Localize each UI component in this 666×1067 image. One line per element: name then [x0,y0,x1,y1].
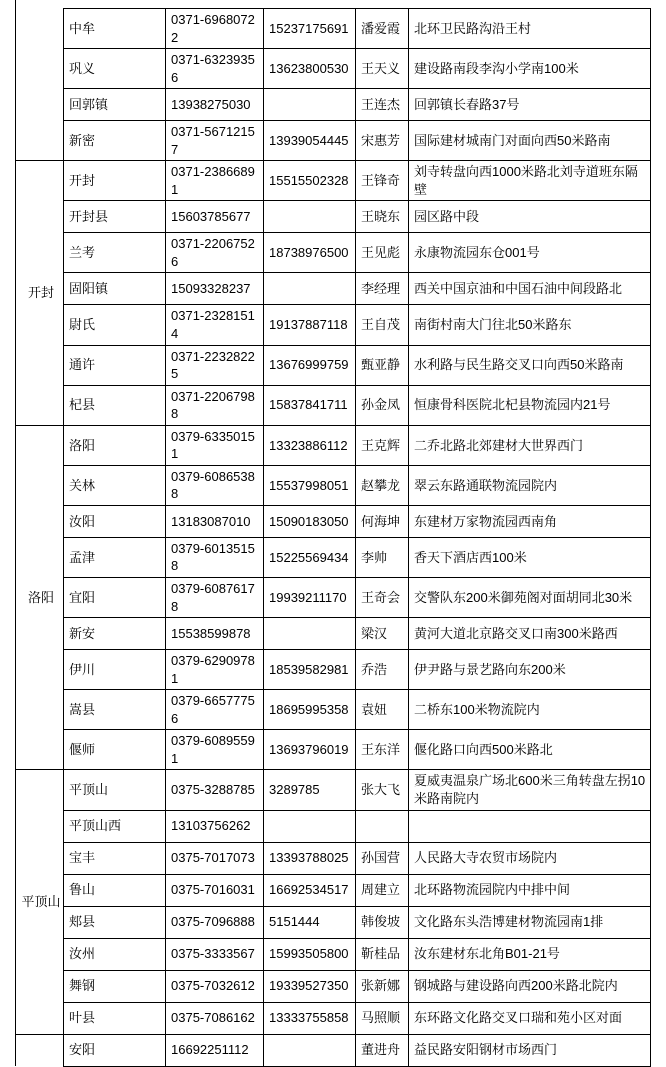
contact-cell: 王奇会 [356,578,409,618]
mobile-cell [264,89,356,121]
address-cell: 钢城路与建设路向西200米路北院内 [409,970,651,1002]
contact-cell: 王锋奇 [356,161,409,201]
table-row [16,690,651,730]
mobile-cell: 15993505800 [264,938,356,970]
phone-cell: 0379-60876178 [166,578,264,618]
city-cell: 鲁山 [64,874,166,906]
address-cell: 东环路文化路交叉口瑞和苑小区对面 [409,1002,651,1034]
phone-cell: 0375-7096888 [166,906,264,938]
contact-cell: 李经理 [356,273,409,305]
address-cell: 人民路大寺农贸市场院内 [409,842,651,874]
city-cell: 固阳镇 [64,273,166,305]
address-cell: 文化路东头浩博建材物流园南1排 [409,906,651,938]
phone-cell: 0371-23281514 [166,305,264,345]
table-row [16,345,651,385]
address-cell: 水利路与民生路交叉口向西50米路南 [409,345,651,385]
table-row [16,938,651,970]
mobile-cell: 15537998051 [264,465,356,505]
mobile-cell: 5151444 [264,906,356,938]
contact-cell: 梁汉 [356,618,409,650]
mobile-cell: 13693796019 [264,730,356,770]
contact-cell: 董进舟 [356,1034,409,1066]
table-row [16,970,651,1002]
table-row [16,89,651,121]
mobile-cell [264,201,356,233]
mobile-cell: 15225569434 [264,537,356,577]
table-row [16,650,651,690]
table-row [16,537,651,577]
phone-cell: 0371-56712157 [166,121,264,161]
city-cell: 郏县 [64,906,166,938]
mobile-cell: 15837841711 [264,385,356,425]
phone-cell: 0371-69680722 [166,9,264,49]
city-cell: 嵩县 [64,690,166,730]
address-cell: 伊尹路与景艺路向东200米 [409,650,651,690]
table-row [16,305,651,345]
mobile-cell [264,618,356,650]
table-row [16,842,651,874]
mobile-cell: 15237175691 [264,9,356,49]
mobile-cell [264,1034,356,1066]
phone-cell: 15093328237 [166,273,264,305]
mobile-cell: 13323886112 [264,425,356,465]
mobile-cell: 13333755858 [264,1002,356,1034]
city-cell: 关林 [64,465,166,505]
address-cell: 香天下酒店西100米 [409,537,651,577]
table-row [16,201,651,233]
table-row [16,730,651,770]
phone-cell: 0371-23866891 [166,161,264,201]
contact-cell: 靳桂品 [356,938,409,970]
region-column-left-border-bottom-segment [15,965,16,969]
address-cell: 偃化路口向西500米路北 [409,730,651,770]
city-cell: 平顶山 [64,770,166,810]
table-row [16,385,651,425]
table-row [16,273,651,305]
phone-cell: 0371-22067526 [166,233,264,273]
mobile-cell: 15090183050 [264,505,356,537]
city-cell: 安阳 [64,1034,166,1066]
address-cell: 交警队东200米御苑阁对面胡同北30米 [409,578,651,618]
contact-cell: 李帅 [356,537,409,577]
phone-cell: 16692251112 [166,1034,264,1066]
mobile-cell [264,810,356,842]
table-row [16,49,651,89]
address-cell: 南街村南大门往北50米路东 [409,305,651,345]
address-cell: 二乔北路北郊建材大世界西门 [409,425,651,465]
table-row [16,465,651,505]
phone-cell: 0371-63239356 [166,49,264,89]
table-row [16,233,651,273]
contact-cell: 马照顺 [356,1002,409,1034]
city-cell: 舞钢 [64,970,166,1002]
table-row [16,618,651,650]
contact-cell: 周建立 [356,874,409,906]
address-cell: 黄河大道北京路交叉口南300米路西 [409,618,651,650]
phone-cell: 0375-3288785 [166,770,264,810]
region-cell: 平顶山 [16,770,64,1034]
city-cell: 孟津 [64,537,166,577]
mobile-cell: 13393788025 [264,842,356,874]
contact-cell: 王连杰 [356,89,409,121]
city-cell: 回郭镇 [64,89,166,121]
address-cell: 恒康骨科医院北杞县物流园内21号 [409,385,651,425]
phone-cell: 13183087010 [166,505,264,537]
region-cell: 开封 [16,161,64,425]
contact-cell: 何海坤 [356,505,409,537]
phone-cell: 0379-66577756 [166,690,264,730]
contact-cell: 袁妞 [356,690,409,730]
table-row [16,425,651,465]
city-cell: 汝州 [64,938,166,970]
contact-cell: 王自茂 [356,305,409,345]
contact-cell: 宋惠芳 [356,121,409,161]
contact-cell: 王天义 [356,49,409,89]
mobile-cell: 19339527350 [264,970,356,1002]
table-row [16,505,651,537]
mobile-cell: 15515502328 [264,161,356,201]
city-cell: 兰考 [64,233,166,273]
table-row [16,578,651,618]
city-cell: 新安 [64,618,166,650]
city-cell: 宝丰 [64,842,166,874]
contact-cell: 甄亚静 [356,345,409,385]
contact-table [15,8,651,1067]
phone-cell: 0375-7032612 [166,970,264,1002]
address-cell: 国际建材城南门对面向西50米路南 [409,121,651,161]
mobile-cell: 19939211170 [264,578,356,618]
phone-cell: 0375-7017073 [166,842,264,874]
city-cell: 尉氏 [64,305,166,345]
contact-cell: 潘爱霞 [356,9,409,49]
city-cell: 叶县 [64,1002,166,1034]
region-cell: 洛阳 [16,425,64,770]
table-row [16,1002,651,1034]
address-cell: 东建材万家物流园西南角 [409,505,651,537]
address-cell: 二桥东100米物流院内 [409,690,651,730]
mobile-cell: 18539582981 [264,650,356,690]
phone-cell: 0375-3333567 [166,938,264,970]
mobile-cell: 16692534517 [264,874,356,906]
address-cell: 北环卫民路沟沿王村 [409,9,651,49]
region-cell [16,9,64,161]
address-cell: 永康物流园东仓001号 [409,233,651,273]
mobile-cell: 3289785 [264,770,356,810]
address-cell: 西关中国京油和中国石油中间段路北 [409,273,651,305]
contact-cell: 王克辉 [356,425,409,465]
contact-cell: 王晓东 [356,201,409,233]
phone-cell: 0375-7016031 [166,874,264,906]
phone-cell: 0371-22067988 [166,385,264,425]
mobile-cell: 13676999759 [264,345,356,385]
address-cell: 刘寺转盘向西1000米路北刘寺道班东隔壁 [409,161,651,201]
city-cell: 洛阳 [64,425,166,465]
table-row [16,770,651,810]
table-row [16,906,651,938]
city-cell: 汝阳 [64,505,166,537]
phone-cell: 13938275030 [166,89,264,121]
contact-cell: 孙金凤 [356,385,409,425]
address-cell: 回郭镇长春路37号 [409,89,651,121]
contact-cell: 乔浩 [356,650,409,690]
contact-cell: 王见彪 [356,233,409,273]
city-cell: 开封 [64,161,166,201]
city-cell: 巩义 [64,49,166,89]
phone-cell: 0379-63350151 [166,425,264,465]
city-cell: 杞县 [64,385,166,425]
table-row [16,1034,651,1066]
city-cell: 平顶山西 [64,810,166,842]
table-row [16,161,651,201]
mobile-cell: 18695995358 [264,690,356,730]
address-cell: 夏威夷温泉广场北600米三角转盘左拐10米路南院内 [409,770,651,810]
phone-cell: 13103756262 [166,810,264,842]
phone-cell: 0379-62909781 [166,650,264,690]
table-row [16,9,651,49]
phone-cell: 15603785677 [166,201,264,233]
mobile-cell [264,273,356,305]
mobile-cell: 18738976500 [264,233,356,273]
phone-cell: 15538599878 [166,618,264,650]
city-cell: 开封县 [64,201,166,233]
city-cell: 偃师 [64,730,166,770]
contact-cell: 韩俊坡 [356,906,409,938]
phone-cell: 0379-60895591 [166,730,264,770]
city-cell: 新密 [64,121,166,161]
contact-cell: 王东洋 [356,730,409,770]
mobile-cell: 19137887118 [264,305,356,345]
region-cell [16,1034,64,1066]
address-cell: 建设路南段李沟小学南100米 [409,49,651,89]
contact-cell: 赵攀龙 [356,465,409,505]
phone-cell: 0371-22328225 [166,345,264,385]
phone-cell: 0375-7086162 [166,1002,264,1034]
mobile-cell: 13939054445 [264,121,356,161]
address-cell: 园区路中段 [409,201,651,233]
table-row [16,874,651,906]
table-row [16,810,651,842]
phone-cell: 0379-60865388 [166,465,264,505]
contact-cell: 孙国营 [356,842,409,874]
contact-cell [356,810,409,842]
contact-cell: 张新娜 [356,970,409,1002]
address-cell [409,810,651,842]
address-cell: 翠云东路通联物流园院内 [409,465,651,505]
table-row [16,121,651,161]
city-cell: 通许 [64,345,166,385]
phone-cell: 0379-60135158 [166,537,264,577]
city-cell: 伊川 [64,650,166,690]
address-cell: 益民路安阳钢材市场西门 [409,1034,651,1066]
address-cell: 北环路物流园院内中排中间 [409,874,651,906]
address-cell: 汝东建材东北角B01-21号 [409,938,651,970]
contact-cell: 张大飞 [356,770,409,810]
city-cell: 中牟 [64,9,166,49]
city-cell: 宜阳 [64,578,166,618]
mobile-cell: 13623800530 [264,49,356,89]
